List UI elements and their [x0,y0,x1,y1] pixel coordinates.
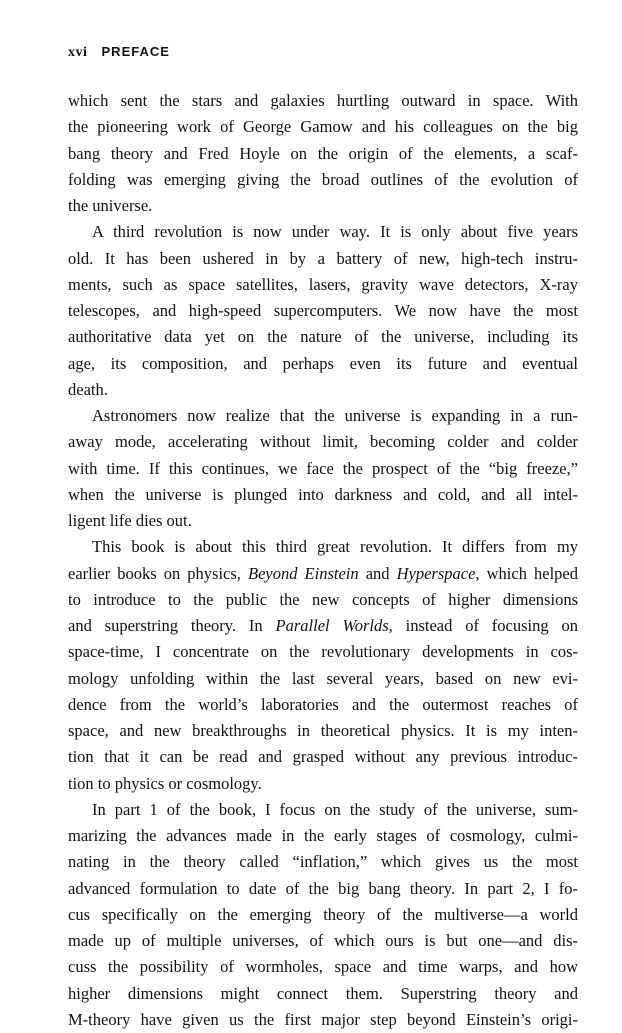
paragraph [68,88,578,219]
text-line: higher dimensions might connect them. Superstring theory and [68,983,578,1003]
paragraph [68,797,578,1033]
text-line: space-time, I concentrate on the revolutionary developments in cos- [68,642,578,662]
text-line: and superstring theory. In Parallel Worlds, instead of focusing on [68,616,578,635]
text-line: bang theory and Fred Hoyle on the origin of the elements, a scaf- [68,143,578,163]
text-line: authoritative data yet on the nature of the universe, including its [68,327,578,347]
text-line: ments, such as space satellites, lasers, gravity wave detectors, X-ray [68,274,578,294]
body-text [68,88,578,1033]
text-line: mology unfolding within the last several years, based on new evi- [68,668,578,688]
text-line: dence from the world’s laboratories and the outermost reaches of [68,694,578,714]
italic-title: Hyperspace [396,563,476,583]
text-line: to introduce to the public the new concepts of higher dimensions [68,589,578,609]
text-line: marizing the advances made in the early stages of cosmology, culmi- [68,826,578,845]
page-number: xvi [68,45,88,60]
text-line: ligent life dies out. [68,511,192,530]
text-line: space, and new breakthroughs in theoretical physics. It is my inten- [68,721,578,740]
section-title: PREFACE [101,44,170,59]
text-line: old. It has been ushered in by a battery of new, high-tech instru- [68,248,578,268]
text-line: cus specifically on the emerging theory of the multiverse—a world [68,904,578,924]
text-line: made up of multiple universes, of which ours is but one—and dis- [68,931,578,950]
text-line: tion that it can be read and grasped without any previous introduc- [68,747,578,767]
text-line: advanced formulation to date of the big bang theory. In part 2, I fo- [68,878,578,898]
text-line: In part 1 of the book, I focus on the study of the universe, sum- [92,799,578,819]
italic-title: Beyond Einstein [247,563,359,583]
text-line: cuss the possibility of wormholes, space and time warps, and how [68,957,578,977]
text-line: M-theory have given us the first major step beyond Einstein’s origi- [68,1009,578,1029]
text-line: away mode, accelerating without limit, becoming colder and colder [68,432,578,452]
text-line: which sent the stars and galaxies hurtling outward in space. With [68,91,578,110]
text-line: nating in the theory called “inflation,” which gives us the most [68,852,578,872]
text-line: A third revolution is now under way. It is only about five years [92,222,578,242]
text-line: death. [68,379,108,399]
running-head [68,44,170,61]
text-line: earlier books on physics, Beyond Einstein and Hyperspace, which helped [68,563,579,583]
paragraph [68,219,578,403]
text-line: folding was emerging giving the broad outlines of the evolution of [68,169,578,189]
text-line: age, its composition, and perhaps even its future and eventual [68,353,578,373]
text-line: with time. If this continues, we face the prospect of the “big freeze,” [68,458,578,478]
text-line: telescopes, and high-speed supercomputers. We now have the most [68,301,578,320]
paragraph [68,534,578,797]
text-line: when the universe is plunged into darkness and cold, and all intel- [68,484,578,504]
italic-title: Parallel Worlds [275,616,389,635]
text-line: the universe. [68,196,153,215]
text-line: tion to physics or cosmology. [68,773,262,793]
text-line: This book is about this third great revolution. It differs from my [92,537,578,557]
text-line: the pioneering work of George Gamow and his colleagues on the big [68,117,578,137]
paragraph [68,403,578,534]
text-line: Astronomers now realize that the universe is expanding in a run- [92,406,578,425]
